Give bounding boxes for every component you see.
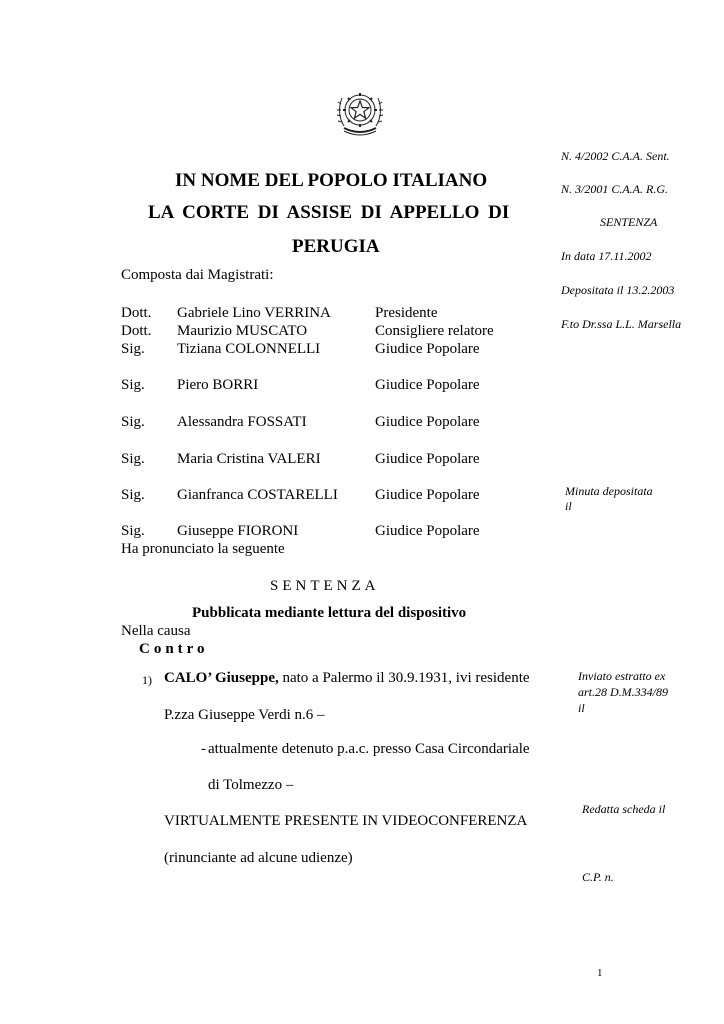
sidebar-inviato-il: il [578,701,585,715]
sidebar-minuta: Minuta depositata [565,484,653,498]
magistrate-name: Maria Cristina VALERI [177,451,321,467]
magistrate-title: Dott. [121,305,152,321]
italian-republic-emblem-icon [334,86,386,140]
sidebar-sentenza: SENTENZA [600,215,658,229]
magistrate-name: Gianfranca COSTARELLI [177,487,338,503]
contro-heading: Contro [139,641,209,657]
heading-line-3: PERUGIA [292,236,380,257]
sidebar-inviato: Inviato estratto ex [578,669,666,683]
magistrate-role: Giudice Popolare [375,341,480,357]
magistrate-name: Alessandra FOSSATI [177,414,307,430]
sentenza-heading: SENTENZA [270,578,380,594]
magistrate-title: Sig. [121,341,145,357]
magistrate-name: Piero BORRI [177,377,259,393]
detention-place: di Tolmezzo – [208,777,294,793]
detention-text: attualmente detenuto p.a.c. presso Casa Circondariale [208,741,530,757]
magistrate-title: Sig. [121,377,145,393]
page-number: 1 [597,967,603,979]
heading-line-2: LA CORTE DI ASSISE DI APPELLO DI [148,202,510,223]
detention-dash: - [201,741,206,757]
sidebar-fto: F.to Dr.ssa L.L. Marsella [561,317,682,331]
defendant-number: 1) [142,673,152,687]
sidebar-cp: C.P. n. [582,870,614,884]
magistrate-role: Giudice Popolare [375,414,480,430]
magistrate-role: Consigliere relatore [375,323,494,339]
magistrate-title: Sig. [121,523,145,539]
magistrate-title: Sig. [121,451,145,467]
defendant-details: nato a Palermo il 30.9.1931, ivi residente [282,670,530,686]
magistrate-title: Dott. [121,323,152,339]
heading-line-1: IN NOME DEL POPOLO ITALIANO [175,170,488,191]
magistrate-role: Giudice Popolare [375,377,480,393]
defendant-note: (rinunciante ad alcune udienze) [164,850,353,866]
defendant-name: CALO’ Giuseppe, [164,670,279,686]
magistrate-title: Sig. [121,414,145,430]
magistrate-title: Sig. [121,487,145,503]
magistrate-role: Giudice Popolare [375,451,480,467]
magistrate-role: Giudice Popolare [375,487,480,503]
sidebar-depositata: Depositata il 13.2.2003 [561,283,675,297]
defendant-line [164,670,530,687]
magistrate-role: Presidente [375,305,438,321]
published-note: Pubblicata mediante lettura del dispositivo [192,605,467,621]
magistrate-name: Gabriele Lino VERRINA [177,305,331,321]
magistrate-name: Maurizio MUSCATO [177,323,308,339]
composed-by: Composta dai Magistrati: [121,267,274,283]
sidebar-redatta: Redatta scheda il [582,802,666,816]
sidebar-n-rg: N. 3/2001 C.A.A. R.G. [561,182,668,196]
presence-text: VIRTUALMENTE PRESENTE IN VIDEOCONFERENZA [164,813,528,829]
sidebar-in-data: In data 17.11.2002 [561,249,652,263]
magistrate-role: Giudice Popolare [375,523,480,539]
pronounced-text: Ha pronunciato la seguente [121,541,285,557]
nella-causa: Nella causa [121,623,191,639]
sidebar-n-sent: N. 4/2002 C.A.A. Sent. [561,149,670,163]
magistrate-name: Tiziana COLONNELLI [177,341,321,357]
sidebar-minuta-il: il [565,499,572,513]
defendant-address: P.zza Giuseppe Verdi n.6 – [164,707,325,723]
magistrate-name: Giuseppe FIORONI [177,523,299,539]
sidebar-inviato-art: art.28 D.M.334/89 [578,685,668,699]
